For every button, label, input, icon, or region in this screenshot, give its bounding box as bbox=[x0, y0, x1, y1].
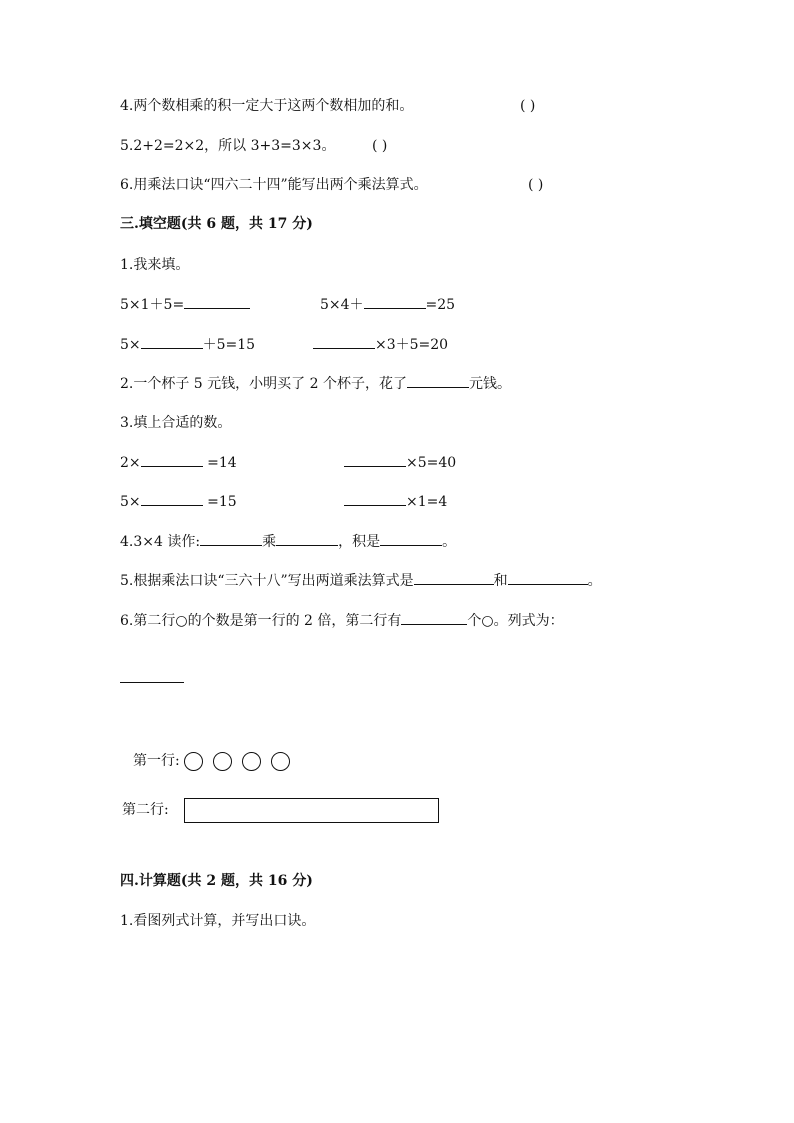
expr-text: 5× bbox=[120, 337, 141, 353]
calc-question-1: 1.看图列式计算，并写出口诀。 bbox=[120, 913, 316, 929]
judge-question-5: 5.2+2=2×2，所以 3+3=3×3。 bbox=[120, 138, 336, 154]
question-text: 4.3×4 读作: bbox=[120, 534, 201, 550]
expr-text: 2× bbox=[120, 455, 141, 471]
expr-text: 5× bbox=[120, 494, 141, 510]
section-4-heading: 四.计算题(共 2 题，共 16 分) bbox=[120, 873, 313, 889]
judge-question-6: 6.用乘法口诀“四六二十四”能写出两个乘法算式。 bbox=[120, 177, 428, 193]
row-2-label: 第二行: bbox=[122, 802, 169, 818]
row-2-answer-box[interactable] bbox=[184, 798, 439, 823]
expr-text: 5×4＋ bbox=[320, 297, 364, 313]
expr-text: =14 bbox=[202, 455, 237, 471]
question-text: 。 bbox=[442, 534, 457, 550]
fill-q3-row2-left bbox=[120, 491, 237, 512]
fill-question-6 bbox=[120, 610, 564, 631]
fill-q1-row1-right bbox=[320, 294, 455, 315]
question-text: 2.一个杯子 5 元钱，小明买了 2 个杯子，花了 bbox=[120, 376, 407, 392]
question-text: ，积是 bbox=[338, 534, 381, 550]
answer-blank[interactable] bbox=[344, 452, 406, 467]
expr-text: ×1=4 bbox=[406, 494, 448, 510]
fill-question-3-title: 3.填上合适的数。 bbox=[120, 415, 232, 431]
fill-question-2 bbox=[120, 373, 511, 394]
expr-text: ×3＋5=20 bbox=[375, 337, 449, 353]
fill-q3-row1-right bbox=[344, 452, 456, 473]
answer-blank[interactable] bbox=[141, 452, 203, 467]
row-1-label: 第一行: bbox=[133, 753, 180, 769]
question-text: 元钱。 bbox=[468, 376, 511, 392]
question-text: 和 bbox=[493, 573, 508, 589]
fill-q6-expression-line bbox=[120, 668, 184, 689]
judge-answer-paren-5[interactable]: ( ) bbox=[372, 138, 388, 154]
answer-blank[interactable] bbox=[276, 531, 338, 546]
section-3-heading: 三.填空题(共 6 题，共 17 分) bbox=[120, 216, 313, 232]
answer-blank[interactable] bbox=[401, 610, 467, 625]
answer-blank[interactable] bbox=[313, 334, 375, 349]
fill-q3-row2-right bbox=[344, 491, 447, 512]
fill-q3-row1-left bbox=[120, 452, 237, 473]
answer-blank[interactable] bbox=[200, 531, 262, 546]
row-1 bbox=[133, 751, 300, 771]
expr-text: 5×1＋5= bbox=[120, 297, 185, 313]
judge-answer-paren-4[interactable]: ( ) bbox=[520, 98, 536, 114]
answer-blank[interactable] bbox=[184, 294, 250, 309]
question-text: 5.根据乘法口诀“三六十八”写出两道乘法算式是 bbox=[120, 573, 414, 589]
circle-icon bbox=[213, 752, 232, 771]
expr-text: ×5=40 bbox=[406, 455, 457, 471]
answer-blank[interactable] bbox=[120, 668, 184, 683]
answer-blank[interactable] bbox=[508, 570, 588, 585]
judge-answer-paren-6[interactable]: ( ) bbox=[528, 177, 544, 193]
fill-q1-row1-left bbox=[120, 294, 250, 315]
answer-blank[interactable] bbox=[414, 570, 494, 585]
circle-icon bbox=[242, 752, 261, 771]
answer-blank[interactable] bbox=[344, 491, 406, 506]
answer-blank[interactable] bbox=[141, 491, 203, 506]
circle-icon bbox=[184, 752, 203, 771]
fill-q1-row2-left bbox=[120, 334, 255, 355]
question-text: 。 bbox=[587, 573, 602, 589]
judge-question-4: 4.两个数相乘的积一定大于这两个数相加的和。 bbox=[120, 98, 414, 114]
fill-question-5 bbox=[120, 570, 602, 591]
expr-text: ＋5=15 bbox=[202, 337, 256, 353]
answer-blank[interactable] bbox=[380, 531, 442, 546]
answer-blank[interactable] bbox=[407, 373, 469, 388]
fill-question-4 bbox=[120, 531, 456, 552]
circle-icon bbox=[271, 752, 290, 771]
expr-text: =15 bbox=[202, 494, 237, 510]
answer-blank[interactable] bbox=[141, 334, 203, 349]
question-text: 6.第二行○的个数是第一行的 2 倍，第二行有 bbox=[120, 613, 402, 629]
fill-question-1-title: 1.我来填。 bbox=[120, 257, 190, 273]
question-text: 乘 bbox=[262, 534, 277, 550]
question-text: 个○。列式为： bbox=[467, 613, 564, 629]
answer-blank[interactable] bbox=[364, 294, 426, 309]
expr-text: =25 bbox=[425, 297, 456, 313]
fill-q1-row2-right bbox=[313, 334, 448, 355]
